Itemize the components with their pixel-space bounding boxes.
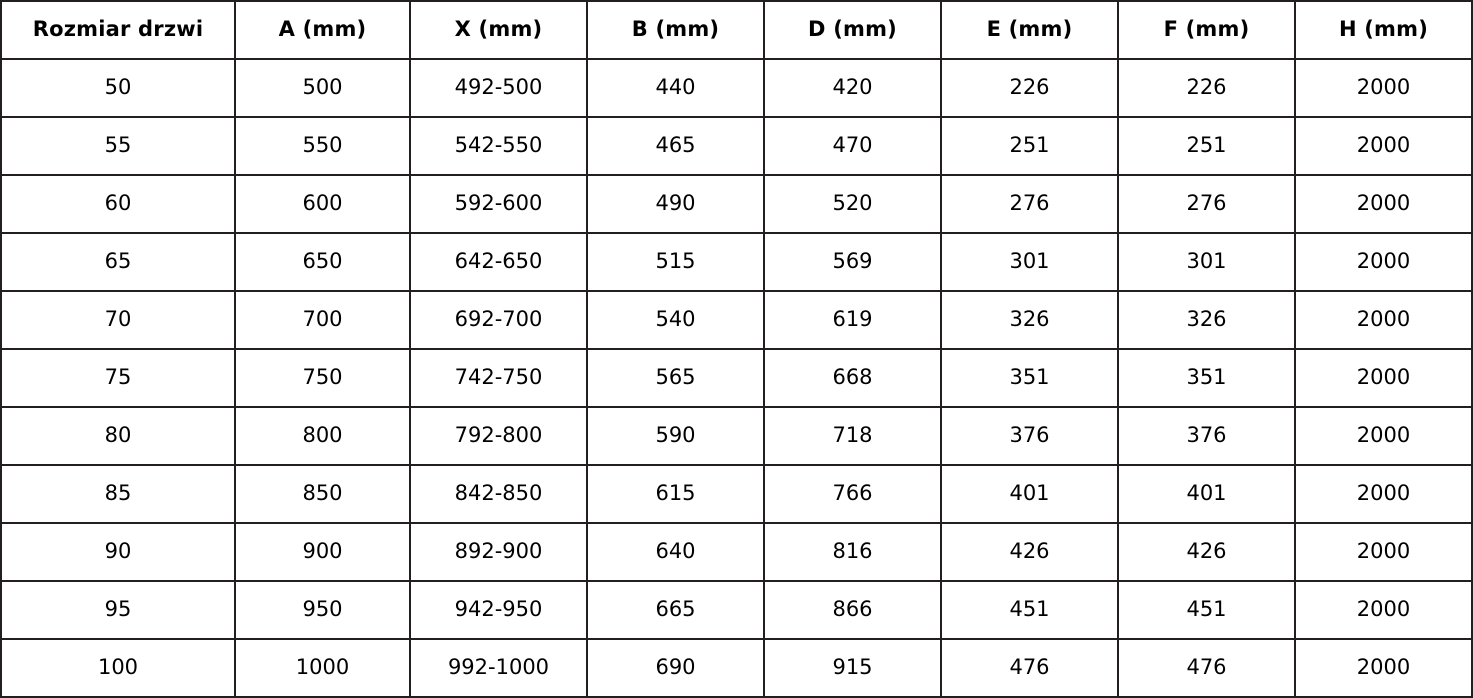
- table-row: [1, 407, 1472, 465]
- cell-door-size: 70: [1, 291, 235, 349]
- cell-b: 590: [587, 407, 764, 465]
- table-row: [1, 349, 1472, 407]
- cell-f: 351: [1118, 349, 1295, 407]
- cell-h: 2000: [1295, 349, 1472, 407]
- table-row: [1, 465, 1472, 523]
- cell-h: 2000: [1295, 465, 1472, 523]
- cell-h: 2000: [1295, 523, 1472, 581]
- table-body: [1, 59, 1472, 697]
- cell-e: 451: [941, 581, 1118, 639]
- cell-e: 326: [941, 291, 1118, 349]
- cell-h: 2000: [1295, 233, 1472, 291]
- column-header-door-size: Rozmiar drzwi: [1, 1, 235, 59]
- cell-d: 816: [764, 523, 941, 581]
- cell-a: 800: [235, 407, 410, 465]
- cell-f: 226: [1118, 59, 1295, 117]
- cell-f: 426: [1118, 523, 1295, 581]
- cell-door-size: 75: [1, 349, 235, 407]
- cell-f: 251: [1118, 117, 1295, 175]
- cell-door-size: 90: [1, 523, 235, 581]
- cell-a: 850: [235, 465, 410, 523]
- cell-a: 950: [235, 581, 410, 639]
- cell-h: 2000: [1295, 117, 1472, 175]
- column-header-h: H (mm): [1295, 1, 1472, 59]
- cell-e: 376: [941, 407, 1118, 465]
- cell-x: 742-750: [410, 349, 587, 407]
- table-row: [1, 233, 1472, 291]
- cell-a: 1000: [235, 639, 410, 697]
- table-row: [1, 117, 1472, 175]
- cell-e: 426: [941, 523, 1118, 581]
- cell-d: 915: [764, 639, 941, 697]
- column-header-b: B (mm): [587, 1, 764, 59]
- cell-x: 792-800: [410, 407, 587, 465]
- cell-h: 2000: [1295, 59, 1472, 117]
- cell-x: 642-650: [410, 233, 587, 291]
- table-row: [1, 175, 1472, 233]
- cell-a: 700: [235, 291, 410, 349]
- cell-e: 301: [941, 233, 1118, 291]
- cell-b: 665: [587, 581, 764, 639]
- cell-h: 2000: [1295, 639, 1472, 697]
- cell-b: 490: [587, 175, 764, 233]
- cell-door-size: 50: [1, 59, 235, 117]
- table-header-row: [1, 1, 1472, 59]
- cell-d: 668: [764, 349, 941, 407]
- cell-x: 692-700: [410, 291, 587, 349]
- cell-d: 520: [764, 175, 941, 233]
- cell-d: 420: [764, 59, 941, 117]
- cell-b: 540: [587, 291, 764, 349]
- cell-door-size: 55: [1, 117, 235, 175]
- cell-a: 600: [235, 175, 410, 233]
- cell-b: 465: [587, 117, 764, 175]
- table-row: [1, 523, 1472, 581]
- cell-e: 351: [941, 349, 1118, 407]
- cell-door-size: 65: [1, 233, 235, 291]
- cell-b: 565: [587, 349, 764, 407]
- table-row: [1, 291, 1472, 349]
- cell-x: 842-850: [410, 465, 587, 523]
- cell-b: 640: [587, 523, 764, 581]
- cell-x: 492-500: [410, 59, 587, 117]
- cell-x: 892-900: [410, 523, 587, 581]
- cell-e: 401: [941, 465, 1118, 523]
- column-header-e: E (mm): [941, 1, 1118, 59]
- cell-h: 2000: [1295, 581, 1472, 639]
- cell-h: 2000: [1295, 175, 1472, 233]
- cell-a: 750: [235, 349, 410, 407]
- cell-f: 451: [1118, 581, 1295, 639]
- table-header: [1, 1, 1472, 59]
- table-row: [1, 639, 1472, 697]
- cell-d: 470: [764, 117, 941, 175]
- cell-f: 401: [1118, 465, 1295, 523]
- cell-d: 718: [764, 407, 941, 465]
- cell-door-size: 60: [1, 175, 235, 233]
- cell-f: 376: [1118, 407, 1295, 465]
- cell-x: 542-550: [410, 117, 587, 175]
- column-header-x: X (mm): [410, 1, 587, 59]
- cell-x: 592-600: [410, 175, 587, 233]
- cell-b: 615: [587, 465, 764, 523]
- column-header-a: A (mm): [235, 1, 410, 59]
- cell-door-size: 100: [1, 639, 235, 697]
- cell-d: 569: [764, 233, 941, 291]
- cell-a: 900: [235, 523, 410, 581]
- cell-e: 226: [941, 59, 1118, 117]
- table-row: [1, 59, 1472, 117]
- cell-d: 619: [764, 291, 941, 349]
- cell-b: 440: [587, 59, 764, 117]
- cell-door-size: 80: [1, 407, 235, 465]
- cell-f: 326: [1118, 291, 1295, 349]
- cell-door-size: 95: [1, 581, 235, 639]
- cell-b: 515: [587, 233, 764, 291]
- cell-door-size: 85: [1, 465, 235, 523]
- cell-f: 301: [1118, 233, 1295, 291]
- cell-a: 650: [235, 233, 410, 291]
- cell-e: 276: [941, 175, 1118, 233]
- table-row: [1, 581, 1472, 639]
- cell-a: 550: [235, 117, 410, 175]
- cell-h: 2000: [1295, 291, 1472, 349]
- cell-h: 2000: [1295, 407, 1472, 465]
- cell-f: 276: [1118, 175, 1295, 233]
- column-header-f: F (mm): [1118, 1, 1295, 59]
- cell-b: 690: [587, 639, 764, 697]
- cell-d: 766: [764, 465, 941, 523]
- cell-a: 500: [235, 59, 410, 117]
- cell-e: 476: [941, 639, 1118, 697]
- cell-x: 942-950: [410, 581, 587, 639]
- cell-e: 251: [941, 117, 1118, 175]
- cell-x: 992-1000: [410, 639, 587, 697]
- cell-d: 866: [764, 581, 941, 639]
- cell-f: 476: [1118, 639, 1295, 697]
- column-header-d: D (mm): [764, 1, 941, 59]
